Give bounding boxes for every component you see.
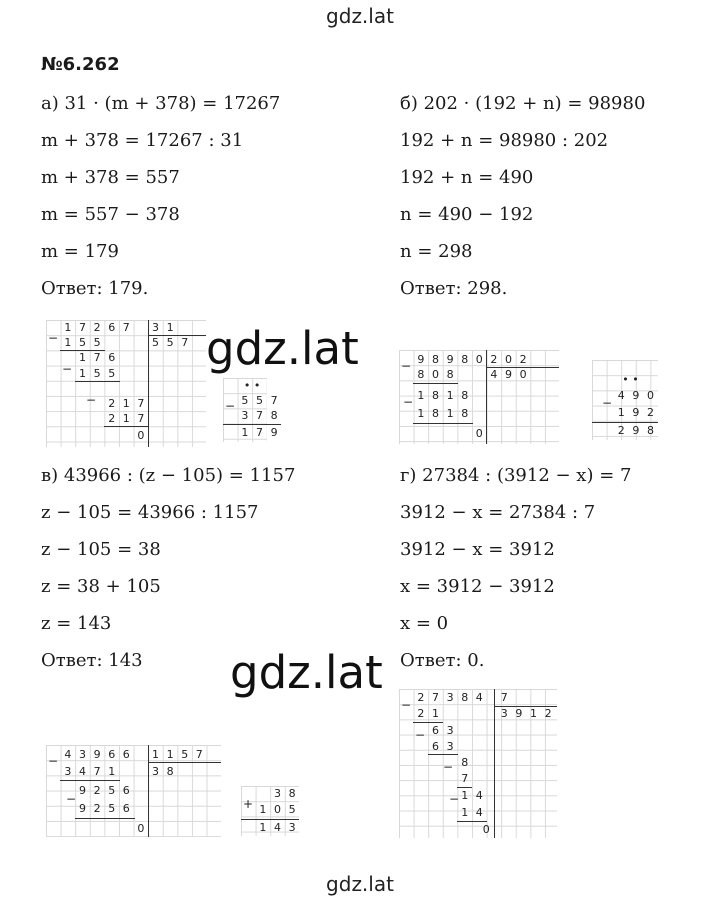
digit: 7 [431,691,439,704]
b-line-5: n = 298 [400,241,473,262]
digit: 3 [446,691,454,704]
digit: 1 [259,803,267,816]
g-line-3: 3912 − x = 3912 [400,539,555,560]
digit: 3 [151,765,159,778]
a-line-2: m + 378 = 17267 : 31 [41,130,244,151]
digit: 7 [122,321,130,334]
digit: 3 [64,765,72,778]
digit: 1 [417,407,425,420]
digit: 5 [93,336,101,350]
digit: 0 [431,368,439,382]
digit: 8 [270,409,278,423]
minus-sign: − [415,728,426,742]
minus-sign: − [401,698,412,712]
digit: 1 [259,821,267,834]
digit: 2 [417,691,425,704]
underline [104,426,149,427]
digit: 1 [166,321,174,334]
minus-sign: − [403,395,414,409]
a-line-4: m = 557 − 378 [41,204,180,225]
digit: 5 [255,394,263,408]
calc-v-division [46,745,221,837]
minus-sign: − [48,331,59,345]
digit: 6 [122,748,130,761]
digit: 2 [617,424,625,437]
v-answer: Ответ: 143 [41,650,143,671]
digit: 5 [108,784,116,797]
b-line-3: 192 + n = 490 [400,167,534,188]
b-line-4: n = 490 − 192 [400,204,534,225]
digit: 1 [446,407,454,420]
digit: 8 [461,353,469,366]
digit: 2 [490,353,498,366]
digit: 5 [78,336,86,350]
minus-sign: − [62,362,73,376]
digit: 8 [431,353,439,366]
digit: 0 [475,427,483,440]
minus-sign: − [225,399,236,413]
underline [428,754,458,755]
digit: 6 [431,724,439,737]
digit: 2 [519,353,527,366]
digit: 1 [78,351,86,365]
underline [413,383,458,384]
division-bar [148,320,149,447]
digit: 7 [270,394,278,408]
g-line-1: г) 27384 : (3912 − x) = 7 [400,465,632,486]
calc-b-multiplication [592,360,658,440]
underline [457,787,472,788]
digit: 4 [475,691,483,704]
digit: 7 [78,321,86,334]
minus-sign: − [401,359,412,373]
division-bar [486,367,559,368]
digit: 3 [151,321,159,334]
digit: 8 [461,389,469,402]
borrow-dots: • • [243,379,261,392]
digit: 8 [646,424,654,437]
digit: 4 [475,806,483,819]
digit: 1 [166,748,174,761]
digit: 5 [108,802,116,815]
g-line-5: x = 0 [400,613,449,634]
digit: 8 [461,691,469,704]
underline [60,350,105,351]
digit: 8 [417,368,425,382]
digit: 2 [93,784,101,797]
digit: 6 [108,321,116,334]
digit: 7 [255,409,263,423]
plus-sign: + [243,797,254,811]
v-line-1: в) 43966 : (z − 105) = 1157 [41,465,296,486]
digit: 2 [108,397,116,410]
minus-sign: − [602,396,613,410]
g-answer: Ответ: 0. [400,650,485,671]
digit: 1 [151,748,159,761]
division-bar [148,762,221,763]
digit: 8 [288,787,296,800]
calc-a-division [46,320,206,447]
digit: 6 [108,748,116,761]
calc-a-subtraction [223,378,278,442]
calc-g-division [399,689,557,838]
v-line-4: z = 38 + 105 [41,576,161,597]
digit: 4 [617,389,625,402]
digit: 9 [632,424,640,437]
minus-sign: − [66,792,77,806]
digit: 5 [166,336,174,350]
digit: 8 [446,368,454,382]
underline [413,722,443,723]
minus-sign: − [449,792,460,806]
g-line-2: 3912 − x = 27384 : 7 [400,502,596,523]
digit: 1 [617,406,625,419]
digit: 2 [108,412,116,426]
digit: 0 [137,822,145,835]
digit: 9 [504,368,512,382]
digit: 4 [475,789,483,802]
digit: 2 [93,321,101,334]
digit: 3 [241,409,249,423]
calc-b-division [399,350,559,444]
digit: 9 [417,353,425,366]
calc-v-addition [241,786,299,836]
digit: 7 [255,426,263,439]
digit: 1 [461,806,469,819]
digit: 5 [108,366,116,380]
underline [75,381,120,382]
division-bar [494,706,557,707]
digit: 9 [78,802,86,815]
division-bar [486,350,487,444]
a-line-3: m + 378 = 557 [41,167,180,188]
digit: 6 [122,784,130,797]
digit: 0 [482,823,490,836]
digit: 1 [78,366,86,380]
digit: 7 [195,748,203,761]
digit: 7 [500,691,508,704]
digit: 9 [93,748,101,761]
b-answer: Ответ: 298. [400,278,508,299]
digit: 3 [500,707,508,720]
digit: 8 [431,389,439,402]
digit: 7 [137,397,145,410]
digit: 0 [519,368,527,382]
watermark-bottom: gdz.lat [326,872,394,896]
watermark-large-2: gdz.lat [230,646,383,699]
problem-number: №6.262 [41,54,120,75]
digit: 3 [446,740,454,753]
digit: 9 [270,426,278,439]
digit: 7 [93,351,101,365]
minus-sign: − [86,393,97,407]
digit: 5 [181,748,189,761]
minus-sign: − [443,760,454,774]
digit: 6 [122,802,130,815]
a-line-5: m = 179 [41,241,119,262]
digit: 5 [241,394,249,408]
watermark-top: gdz.lat [326,4,394,28]
v-line-5: z = 143 [41,613,112,634]
v-line-2: z − 105 = 43966 : 1157 [41,502,259,523]
digit: 8 [461,756,469,769]
digit: 8 [431,407,439,420]
underline [75,818,135,819]
digit: 7 [93,765,101,778]
digit: 1 [417,389,425,402]
digit: 3 [78,748,86,761]
digit: 8 [461,407,469,420]
digit: 9 [446,353,454,366]
underline [60,780,120,781]
division-bar [148,335,206,336]
digit: 3 [288,821,296,834]
digit: 1 [241,426,249,439]
digit: 4 [273,821,281,834]
digit: 6 [108,351,116,365]
underline [413,423,473,424]
digit: 5 [288,803,296,816]
digit: 2 [93,802,101,815]
digit: 5 [93,366,101,380]
digit: 9 [632,389,640,402]
minus-sign: − [48,754,59,768]
digit: 5 [151,336,159,350]
digit: 4 [490,368,498,382]
digit: 9 [632,406,640,419]
digit: 3 [273,787,281,800]
digit: 7 [181,336,189,350]
digit: 1 [461,789,469,802]
digit: 2 [544,707,552,720]
digit: 0 [646,389,654,402]
digit: 7 [137,412,145,426]
division-bar [494,689,495,838]
division-bar [148,745,149,837]
digit: 1 [108,765,116,778]
watermark-large-1: gdz.lat [206,322,359,375]
digit: 0 [475,353,483,366]
digit: 1 [64,336,72,350]
digit: 1 [529,707,537,720]
v-line-3: z − 105 = 38 [41,539,161,560]
a-line-1: а) 31 · (m + 378) = 17267 [41,93,281,114]
digit: 6 [431,740,439,753]
digit: 3 [446,724,454,737]
digit: 2 [646,406,654,419]
b-line-1: б) 202 · (192 + n) = 98980 [400,93,646,114]
digit: 9 [78,784,86,797]
underline [457,821,487,822]
digit: 1 [64,321,72,334]
digit: 4 [64,748,72,761]
digit: 0 [504,353,512,366]
digit: 2 [417,707,425,720]
digit: 1 [446,389,454,402]
carry-dots: • • [622,373,639,386]
digit: 4 [78,765,86,778]
digit: 9 [515,707,523,720]
b-line-2: 192 + n = 98980 : 202 [400,130,609,151]
digit: 1 [431,707,439,720]
g-line-4: x = 3912 − 3912 [400,576,555,597]
digit: 7 [461,772,469,785]
digit: 0 [273,803,281,816]
digit: 1 [122,412,130,426]
digit: 8 [166,765,174,778]
a-answer: Ответ: 179. [41,278,149,299]
digit: 0 [137,429,145,442]
digit: 1 [122,397,130,410]
